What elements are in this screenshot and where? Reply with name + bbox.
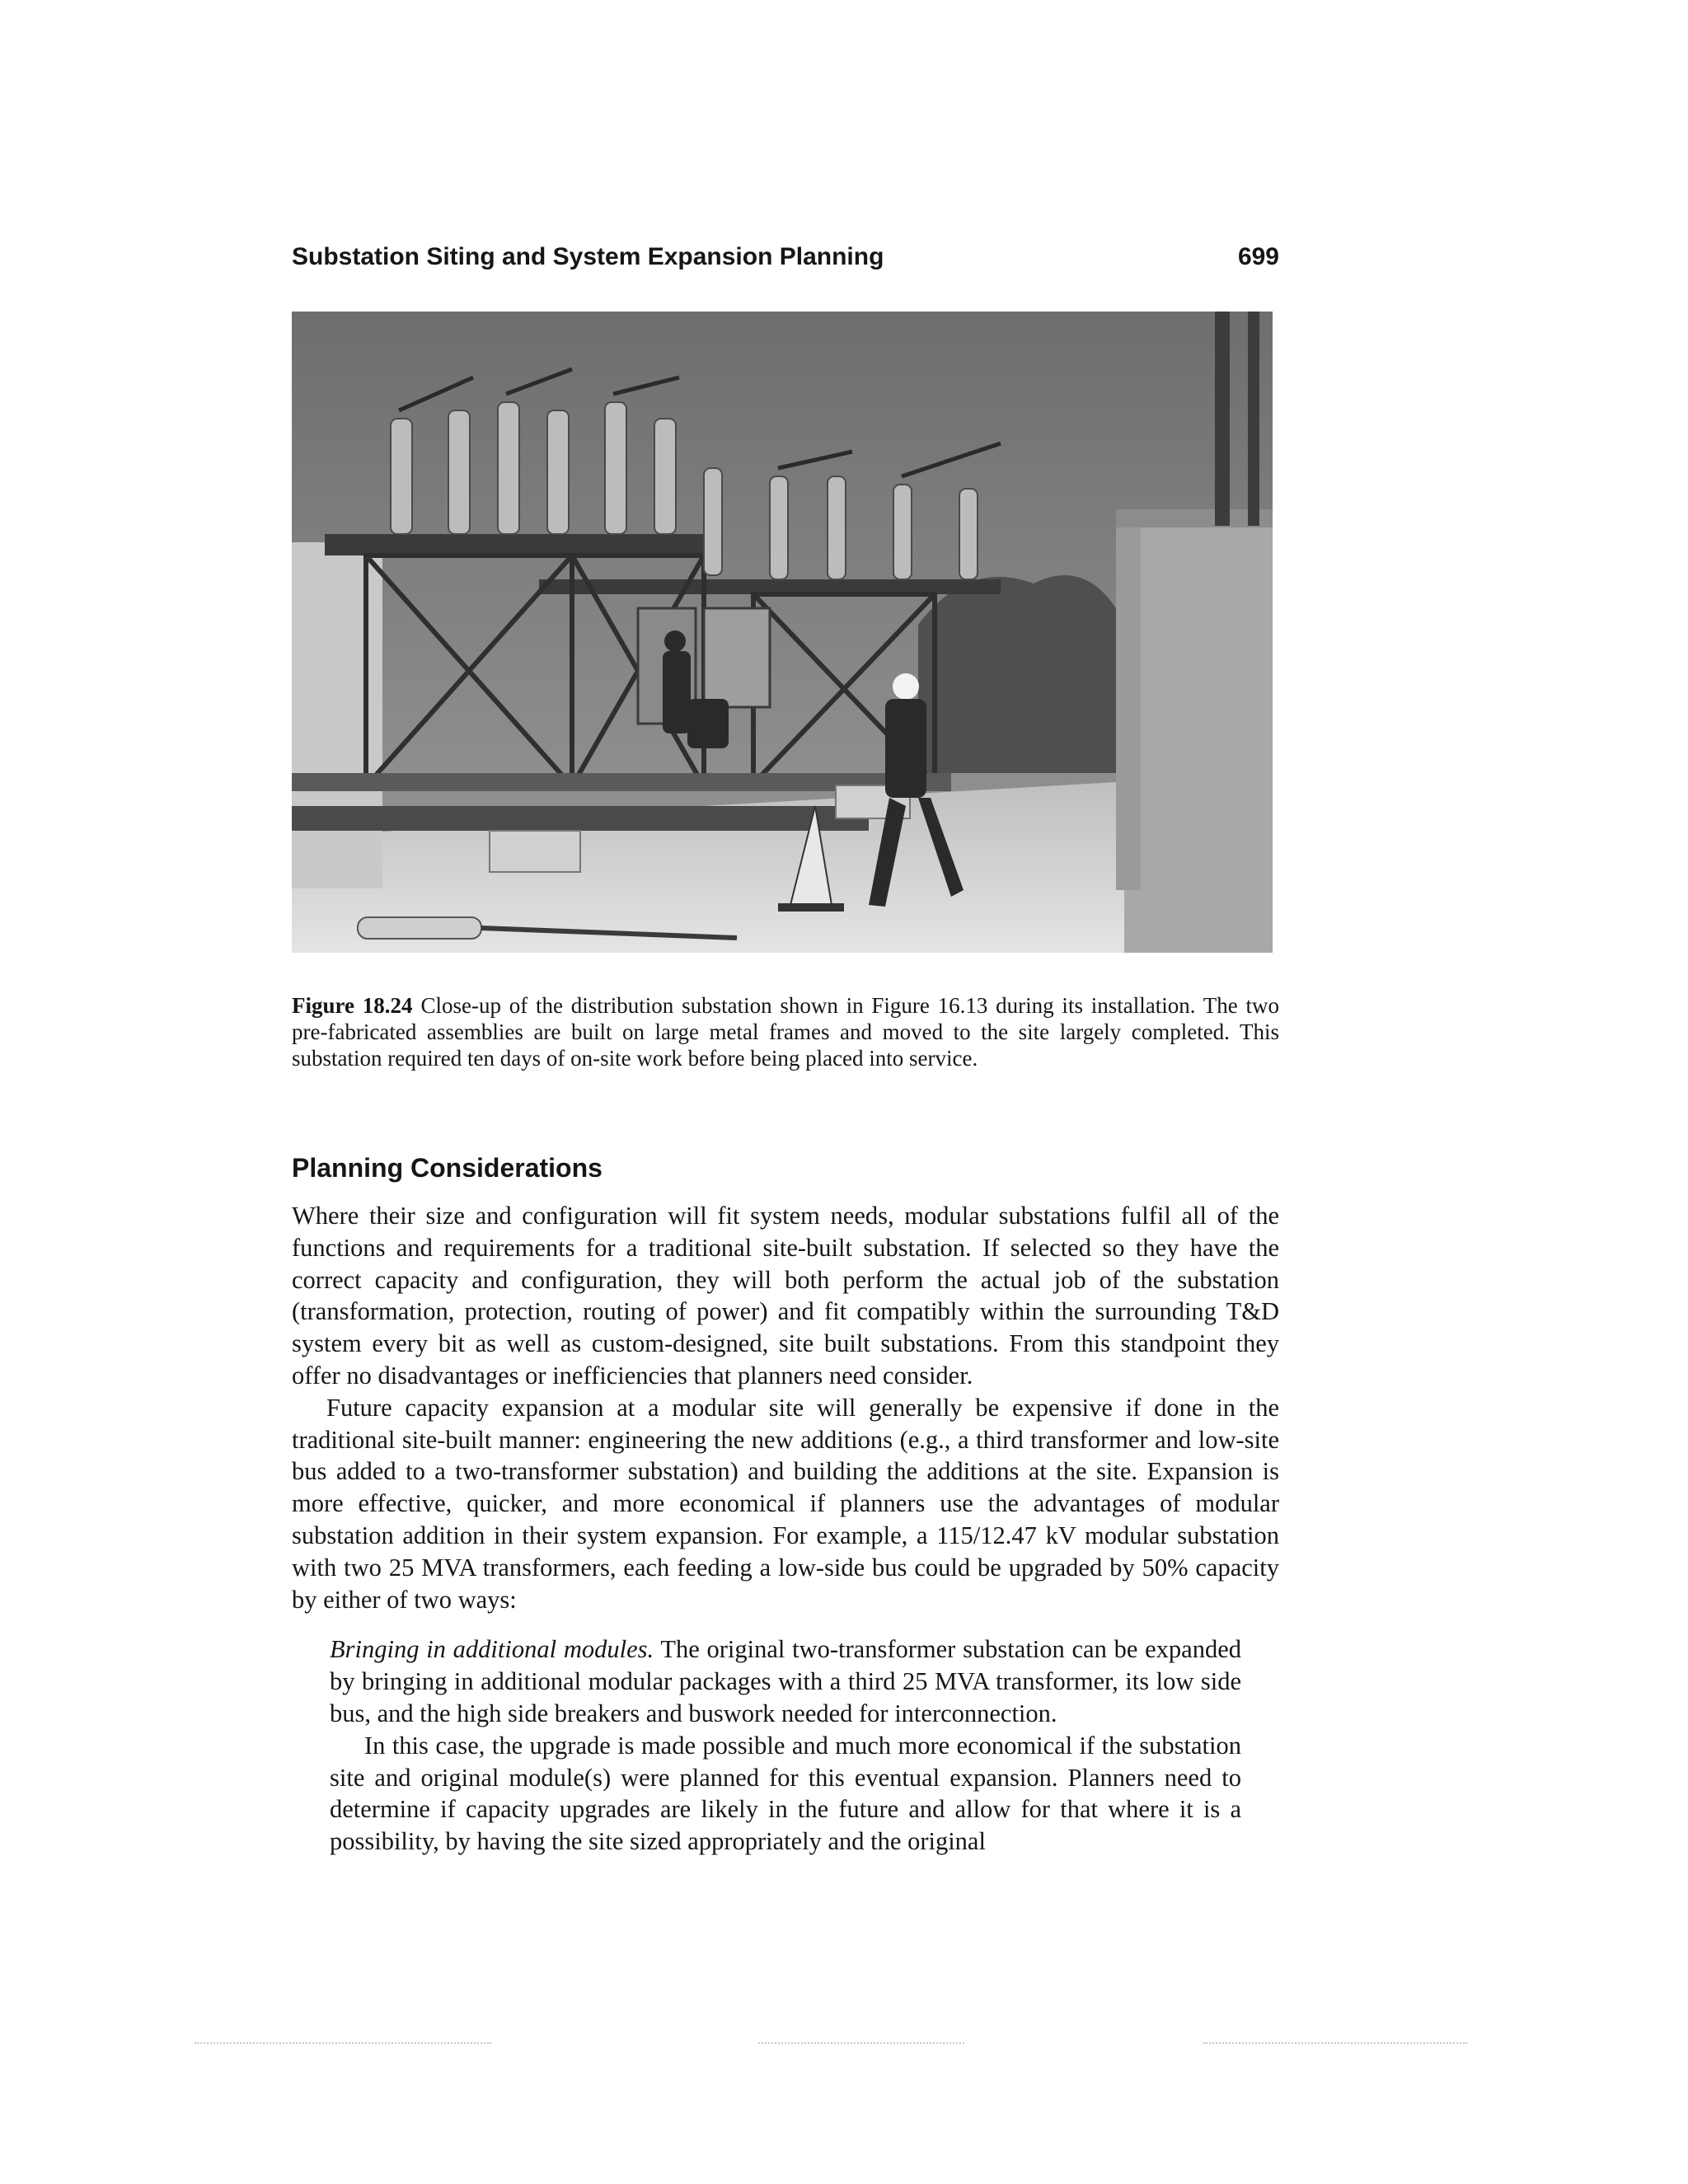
scan-artifact-line — [195, 2042, 491, 2044]
figure-caption-text: Close-up of the distribution substation shown in Figure 16.13 during its installation. The two pre-fabricated assemblies are built on large metal frames and moved to the site largely completed. This substation required ten days of on-site work before being placed into service. — [292, 993, 1279, 1071]
running-title: Substation Siting and System Expansion Planning — [292, 243, 884, 270]
body-text — [292, 1200, 1279, 1858]
figure-caption — [292, 992, 1279, 1071]
list-item-continuation: In this case, the upgrade is made possible and much more economical if the substation site and original module(s) were planned for this eventual expansion. Planners need to determine if capacity upgrades are likely in the future and allow for that where it is a possibility, by having the site sized appropriately and the original — [330, 1731, 1241, 1856]
list-item — [330, 1633, 1241, 1858]
scan-artifact-line — [1203, 2042, 1467, 2044]
running-header — [292, 241, 1279, 274]
paragraph: Where their size and configuration will fit system needs, modular substations fulfil all of the functions and requirements for a traditional site-built substation. If selected so they have the correct capacity and configuration, they will both perform the actual job of the substation (transformation, protection, routing of power) and fit compatibly within the surrounding T&D system every bit as well as custom-designed, site built substations. From this standpoint they offer no disadvantages or inefficiencies that planners need consider. — [292, 1202, 1279, 1390]
section-heading: Planning Considerations — [292, 1153, 603, 1183]
substation-photo — [292, 312, 1273, 953]
list-item-text: The original two-transformer substation can be expanded by bringing in additional modular packages with a third 25 MVA transformer, its low side bus, and the high side breakers and buswork needed for interconnection. — [330, 1635, 1242, 1727]
figure-label: Figure 18.24 — [292, 993, 413, 1018]
list-item-term: Bringing in additional modules. — [330, 1635, 654, 1664]
page-number: 699 — [1237, 243, 1279, 270]
scan-artifact-line — [758, 2042, 964, 2044]
paragraph: Future capacity expansion at a modular site will generally be expensive if done in the traditional site-built manner: engineering the new additions (e.g., a third transformer and low-site bus added to a two-transformer substation) and building the additions at the site. Expansion is more effective, quicker, and more economical if planners use the advantages of modular substation addition in their system expansion. For example, a 115/12.47 kV modular substation with two 25 MVA transformers, each feeding a low-side bus could be upgraded by 50% capacity by either of two ways: — [292, 1393, 1279, 1614]
